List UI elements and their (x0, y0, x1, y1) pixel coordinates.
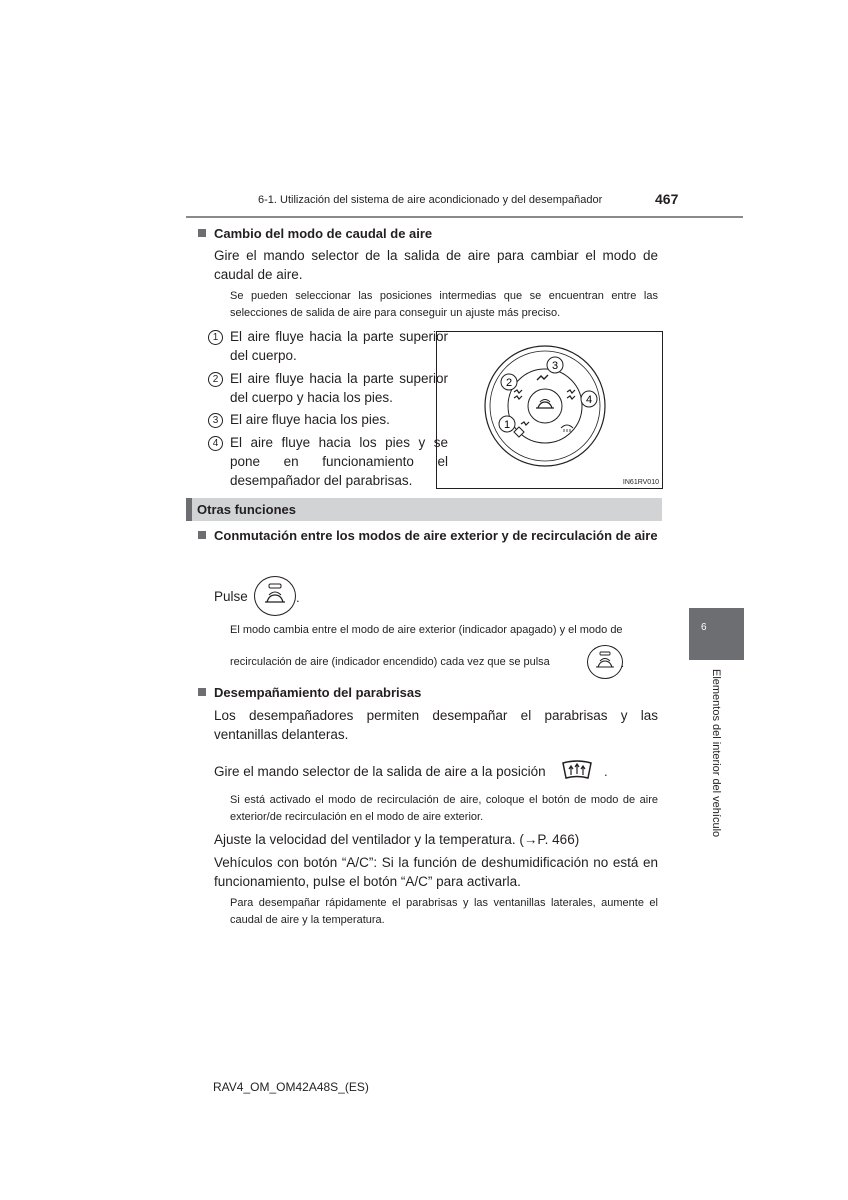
section1-heading: Cambio del modo de caudal de aire (214, 226, 433, 241)
chapter-tab-label: Elementos del interior del vehículo (710, 669, 722, 838)
list-item-text: El aire fluye hacia los pies. (230, 412, 390, 427)
callout-number: 1 (208, 330, 223, 345)
air-outlet-dial-icon (437, 332, 662, 488)
section2-note-line1: El modo cambia entre el modo de aire exterior (indicador apagado) y el modo de (230, 624, 623, 636)
callout-2: 2 (505, 377, 513, 389)
figure-code: IN61RV010 (622, 479, 659, 486)
punctuation: . (604, 764, 608, 779)
footer-code: RAV4_OM_OM42A48S_(ES) (213, 1080, 369, 1094)
punctuation: . (296, 590, 300, 605)
callout-number: 3 (208, 413, 223, 428)
section-bar-label: Otras funciones (197, 502, 296, 517)
chapter-title: 6-1. Utilización del sistema de aire acondicionado y del desempañador (258, 194, 603, 206)
airflow-dial-figure (436, 331, 663, 489)
section1-body: Gire el mando selector de la salida de aire para cambiar el modo de caudal de aire. (214, 248, 658, 282)
section3-body2: Gire el mando selector de la salida de aire a la posición (214, 764, 546, 779)
section3-heading: Desempañamiento del parabrisas (214, 685, 422, 700)
bullet-square-icon (198, 229, 206, 237)
section3-note2: Para desempañar rápidamente el parabrisas y las ventanillas laterales, aumente el caudal de aire y la temperatura. (230, 897, 658, 926)
callout-3: 3 (551, 360, 559, 372)
section-bar-stripe (186, 498, 192, 521)
recirculation-button-icon (254, 576, 296, 616)
page-number: 467 (655, 191, 679, 207)
section3-note1: Si está activado el modo de recirculación de aire, coloque el botón de modo de aire exterior/de recirculación en el modo de aire exterior. (230, 794, 658, 823)
punctuation: . (621, 658, 625, 670)
section2-note-line2: recirculación de aire (indicador encendido) cada vez que se pulsa (230, 656, 550, 668)
list-item (208, 410, 448, 429)
section2-heading: Conmutación entre los modos de aire exterior y de recirculación de aire (214, 528, 658, 543)
chapter-tab (689, 608, 744, 660)
callout-number: 4 (208, 436, 223, 451)
list-item-text: El aire fluye hacia la parte superior del cuerpo y hacia los pies. (230, 371, 448, 405)
defroster-icon (560, 758, 594, 782)
section3-body1: Los desempañadores permiten desempañar el parabrisas y las ventanillas delanteras. (214, 708, 658, 742)
section-heading-recirc (198, 526, 658, 545)
section1-note: Se pueden seleccionar las posiciones intermedias que se encuentran entre las selecciones de salida de aire para conseguir un ajuste más preciso. (230, 290, 658, 319)
section-heading-defrost (198, 683, 421, 702)
section-heading-airflow (198, 224, 432, 243)
callout-1: 1 (503, 419, 511, 431)
section3-body4: Vehículos con botón “A/C”: Si la función de deshumidificación no está en funcionamiento, pulse el botón “A/C” para activarla. (214, 855, 658, 889)
callout-number: 2 (208, 372, 223, 387)
section-bar (186, 498, 662, 521)
list-item (208, 369, 448, 407)
list-item (208, 327, 448, 365)
list-item-text: El aire fluye hacia la parte superior del cuerpo. (230, 329, 448, 363)
press-label: Pulse (214, 589, 248, 604)
recirculation-button-icon (587, 645, 623, 679)
bullet-square-icon (198, 531, 206, 539)
list-item-text: El aire fluye hacia los pies y se pone en funcionamiento el desempañador del parabrisas. (230, 435, 448, 488)
callout-4: 4 (585, 394, 593, 406)
list-item (208, 433, 448, 490)
header-rule (186, 216, 743, 218)
section3-body3: Ajuste la velocidad del ventilador y la temperatura. (→P. 466) (214, 832, 580, 847)
bullet-square-icon (198, 688, 206, 696)
chapter-tab-number: 6 (701, 622, 707, 633)
